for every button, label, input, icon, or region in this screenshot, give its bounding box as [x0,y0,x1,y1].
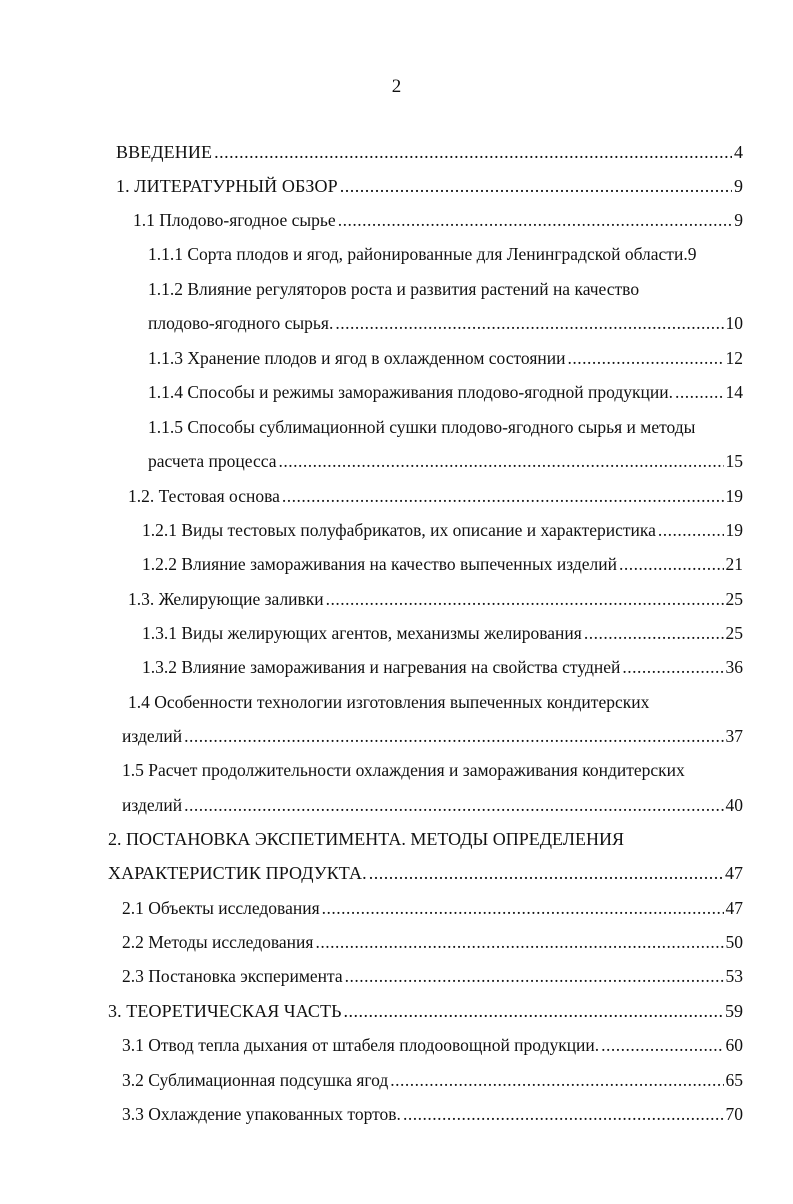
toc-entry-1-3-2[interactable] [142,656,743,678]
toc-leader-dots [584,622,724,644]
toc-entry-1-1-2-line1: 1.1.2 Влияние регуляторов роста и развития растений на качество [148,279,640,299]
toc-entry-2-2[interactable] [122,931,743,953]
toc-leader-dots [403,1103,724,1125]
toc-entry-page: 47 [725,898,743,918]
toc-entry-1-4[interactable] [122,725,743,747]
toc-entry-title: 1.3.1 Виды желирующих агентов, механизмы желирования [142,623,582,643]
toc-entry-title: 1.2. Тестовая основа [128,486,280,506]
toc-entry-page: 21 [725,554,743,574]
toc-leader-dots [184,725,723,747]
toc-leader-dots [326,588,724,610]
toc-entry-title: изделий [122,726,183,746]
toc-leader-dots [282,485,724,507]
toc-entry-page: 25 [725,589,743,609]
toc-entry-chapter-1[interactable] [116,175,743,197]
toc-leader-dots [338,209,733,231]
toc-entry-chapter-3[interactable] [108,1000,743,1022]
toc-entry-1-1-2[interactable] [148,312,743,334]
toc-leader-dots [344,1000,723,1022]
toc-entry-page: 12 [725,348,743,368]
toc-leader-dots [622,656,723,678]
toc-leader-dots [390,1069,723,1091]
toc-entry-1-1-1[interactable] [148,243,743,265]
toc-leader-dots [675,381,723,403]
toc-leader-dots [315,931,723,953]
toc-entry-page: 9 [734,210,743,230]
toc-leader-dots [184,794,723,816]
toc-entry-title: плодово-ягодного сырья. [148,313,334,333]
toc-leader-dots [340,175,732,197]
toc-entry-1-1-3[interactable] [148,347,743,369]
toc-entry-page: 15 [725,451,743,471]
toc-entry-page: 59 [725,1001,743,1021]
toc-entry-1-4-line1: 1.4 Особенности технологии изготовления выпеченных кондитерских [128,692,650,712]
toc-entry-2-1[interactable] [122,897,743,919]
toc-leader-dots [658,519,724,541]
toc-entry-2-3[interactable] [122,965,743,987]
toc-entry-title: 1.1.4 Способы и режимы замораживания плодово-ягодной продукции. [148,382,674,402]
toc-entry-page: 10 [725,313,743,333]
toc-entry-title: 1.1 Плодово-ягодное сырье [133,210,336,230]
toc-entry-1-1-5-line1: 1.1.5 Способы сублимационной сушки плодово-ягодного сырья и методы [148,417,696,437]
toc-entry-chapter-2[interactable] [108,862,743,884]
toc-leader-dots [369,862,723,884]
toc-leader-dots [322,897,724,919]
toc-leader-dots [335,312,723,334]
toc-entry-title: 1.1.3 Хранение плодов и ягод в охлажденном состоянии [148,348,566,368]
toc-entry-title: 3.1 Отвод тепла дыхания от штабеля плодоовощной продукции. [122,1035,600,1055]
toc-entry-page: 25 [725,623,743,643]
toc-leader-dots [278,450,723,472]
toc-entry-page: 40 [725,795,743,815]
toc-entry-page: 9 [687,244,697,264]
toc-entry-title: 3.3 Охлаждение упакованных тортов. [122,1104,401,1124]
page-number: 2 [391,76,402,97]
toc-leader-dots [214,141,732,163]
toc-entry-title: 1.3.2 Влияние замораживания и нагревания на свойства студней [142,657,621,677]
toc-entry-page: 9 [734,176,743,196]
toc-entry-1-2-1[interactable] [142,519,743,541]
toc-leader-dots [345,965,724,987]
toc-entry-1-2-2[interactable] [142,553,743,575]
toc-entry-page: 65 [725,1070,743,1090]
toc-entry-page: 53 [725,966,743,986]
toc-entry-1-5[interactable] [122,794,743,816]
toc-entry-3-1[interactable] [122,1034,743,1056]
toc-entry-title: ВВЕДЕНИЕ [116,142,213,162]
toc-entry-title: 2.1 Объекты исследования [122,898,320,918]
toc-entry-title: изделий [122,795,183,815]
toc-entry-title: 1.2.1 Виды тестовых полуфабрикатов, их описание и характеристика [142,520,656,540]
toc-entry-page: 70 [725,1104,743,1124]
toc-entry-title: 1.1.1 Сорта плодов и ягод, районированные для Ленинградской области. [148,244,688,264]
toc-entry-title: 3.2 Сублимационная подсушка ягод [122,1070,389,1090]
toc-entry-1-3[interactable] [128,588,743,610]
toc-entry-page: 37 [725,726,743,746]
toc-entry-1-5-line1: 1.5 Расчет продолжительности охлаждения и замораживания кондитерских [122,760,685,780]
toc-leader-dots [601,1034,723,1056]
toc-entry-page: 14 [725,382,743,402]
toc-entry-page: 19 [725,486,743,506]
toc-entry-title: 1.3. Желирующие заливки [128,589,324,609]
toc-entry-page: 47 [725,863,743,883]
toc-entry-title: расчета процесса [148,451,277,471]
toc-entry-1-3-1[interactable] [142,622,743,644]
toc-leader-dots [619,553,724,575]
toc-entry-title: 2.2 Методы исследования [122,932,314,952]
toc-entry-page: 4 [734,142,743,162]
toc-entry-title: 1. ЛИТЕРАТУРНЫЙ ОБЗОР [116,176,338,196]
toc-entry-title: 2.3 Постановка эксперимента [122,966,343,986]
toc-entry-1-2[interactable] [128,485,743,507]
toc-entry-1-1-5[interactable] [148,450,743,472]
toc-entry-title: 3. ТЕОРЕТИЧЕСКАЯ ЧАСТЬ [108,1001,342,1021]
toc-entry-page: 19 [725,520,743,540]
toc-entry-1-1-4[interactable] [148,381,743,403]
toc-entry-title: ХАРАКТЕРИСТИК ПРОДУКТА. [108,863,367,883]
toc-entry-title: 1.2.2 Влияние замораживания на качество выпеченных изделий [142,554,617,574]
toc-entry-1-1[interactable] [133,209,743,231]
toc-entry-chapter-2-line1: 2. ПОСТАНОВКА ЭКСПЕТИМЕНТА. МЕТОДЫ ОПРЕДЕЛЕНИЯ [108,829,624,849]
toc-leader-dots [568,347,724,369]
toc-entry-3-2[interactable] [122,1069,743,1091]
toc-entry-page: 36 [725,657,743,677]
toc-entry-introduction[interactable] [116,141,743,163]
toc-entry-3-3[interactable] [122,1103,743,1125]
toc-entry-page: 50 [725,932,743,952]
toc-entry-page: 60 [725,1035,743,1055]
